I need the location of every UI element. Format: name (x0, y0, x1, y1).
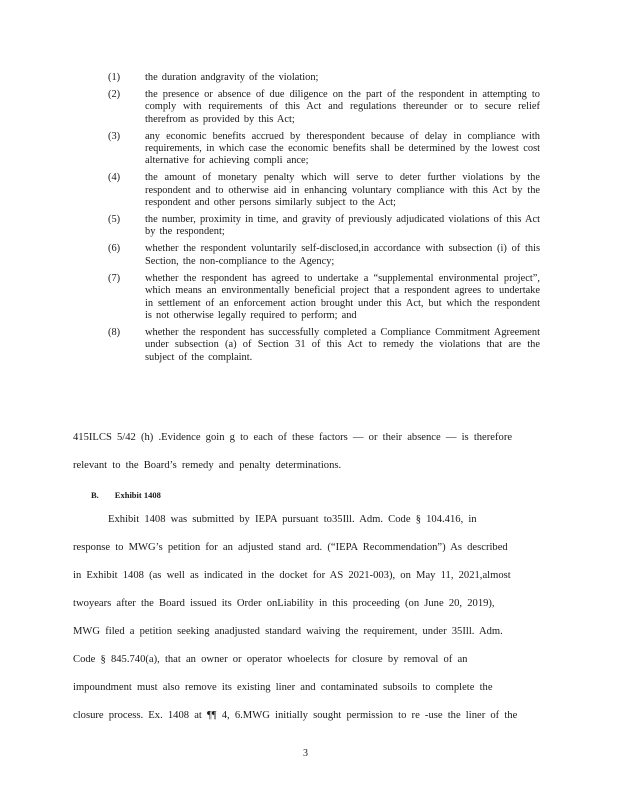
factor-text: whether the respondent voluntarily self-disclosed,in accordance with subsection (i) of this Section, the non-compliance to the Agency; (145, 243, 540, 267)
section-heading (91, 490, 177, 500)
factor-item (108, 327, 540, 364)
paragraph-line: response to MWG’s petition for an adjusted stand ard. (“IEPA Recommendation”) As described (73, 542, 508, 553)
factor-item (108, 72, 540, 84)
factor-list (108, 72, 540, 369)
page-number: 3 (303, 748, 308, 759)
factor-text: whether the respondent has agreed to undertake a “supplemental environmental project”, which means an environmentally beneficial project that a respondent agrees to undertake in settlement of an enforcement action brought under this Act, but which the respondent is not otherwise legally required to perform; and (145, 272, 540, 321)
paragraph-line: impoundment must also remove its existing liner and contaminated subsoils to complete the (73, 682, 493, 693)
citation-line: relevant to the Board’s remedy and penalty determinations. (73, 460, 342, 471)
factor-number: (4) (108, 172, 121, 184)
factor-number: (1) (108, 72, 121, 83)
citation-line: 415ILCS 5/42 (h) .Evidence goin g to each of these factors — or their absence — is therefore (73, 432, 513, 443)
factor-item (108, 273, 540, 323)
paragraph-line: twoyears after the Board issued its Order onLiability in this proceeding (on June 20, 2019), (73, 598, 495, 609)
section-letter: B. (91, 490, 99, 500)
factor-number: (3) (108, 130, 121, 142)
factor-text: the number, proximity in time, and gravity of previously adjudicated violations of this Act by the respondent; (145, 214, 540, 238)
factor-number: (2) (108, 88, 121, 100)
paragraph-line: in Exhibit 1408 (as well as indicated in the docket for AS 2021-003), on May 11, 2021,almost (73, 570, 511, 581)
paragraph-line: Exhibit 1408 was submitted by IEPA pursuant to35Ill. Adm. Code § 104.416, in (108, 514, 477, 525)
factor-text: the presence or absence of due diligence on the part of the respondent in attempting to comply with requirements of this Act and regulations thereunder or to secure relief therefrom as provided by this Act; (145, 88, 540, 125)
factor-item (108, 243, 540, 268)
factor-number: (8) (108, 326, 121, 338)
factor-text: whether the respondent has successfully completed a Compliance Commitment Agreement under subsection (a) of Section 31 of this Act to remedy the violations that are the subject of the complaint. (145, 326, 540, 363)
factor-text: the amount of monetary penalty which will serve to deter further violations by the respondent and to otherwise aid in enhancing voluntary compliance with this Act by the respondent and other persons similarly subject to the Act; (145, 172, 540, 209)
factor-item (108, 131, 540, 168)
factor-item (108, 172, 540, 209)
factor-number: (7) (108, 272, 121, 284)
factor-item (108, 89, 540, 126)
paragraph-line: MWG filed a petition seeking anadjusted standard waiving the requirement, under 35Ill. Adm. (73, 626, 503, 637)
factor-item (108, 214, 540, 239)
section-title: Exhibit 1408 (114, 490, 161, 500)
paragraph-line: closure process. Ex. 1408 at ¶¶ 4, 6.MWG initially sought permission to re -use the liner of the (73, 710, 518, 721)
factor-text: the duration andgravity of the violation; (145, 72, 319, 83)
factor-text: any economic benefits accrued by therespondent because of delay in compliance with requirements, in which case the economic benefits shall be determined by the lowest cost alternative for achieving compli ance; (145, 130, 540, 167)
paragraph-line: Code § 845.740(a), that an owner or operator whoelects for closure by removal of an (73, 654, 468, 665)
factor-number: (6) (108, 243, 121, 255)
factor-number: (5) (108, 214, 121, 226)
